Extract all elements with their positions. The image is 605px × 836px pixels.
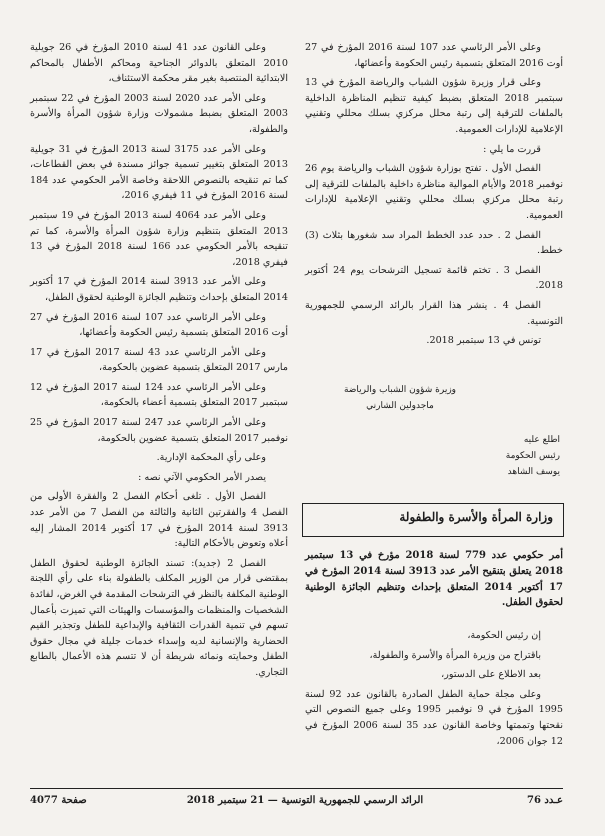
paragraph: بعد الاطلاع على الدستور، [441,669,541,681]
paragraph: الفصل 3 . تختم قائمة تسجيل الترشحات يوم 24 أكتوبر 2018. [305,264,563,292]
section-heading: وزارة المرأة والأسرة والطفولة [399,510,553,524]
minister-name: ماجدولين الشارني [366,401,434,411]
minister-signature [330,382,470,414]
right-column-text [305,40,563,353]
footer-journal-title: الرائد الرسمي للجمهورية التونسية — 21 سبتمبر 2018 [186,795,424,806]
paragraph: وعلى مجلة حماية الطفل الصادرة بالقانون عدد 92 لسنة 1995 المؤرخ في 9 نوفمبر 1995 وعلى جميع النصوص التي نقحتها وتممتها وخاصة القانون عدد 35 لسنة 2006 المؤرخ في 12 جوان 2006، [305,688,564,747]
footer-page-number: صفحة 4077 [30,795,87,806]
paragraph: وعلى رأي المحكمة الإدارية. [156,452,266,464]
footer-divider [30,788,563,789]
section-heading-box [302,503,564,537]
footer-issue-number: عـدد 76 [526,795,563,806]
paragraph: وعلى قرار وزيرة شؤون الشباب والرياضة المؤرخ في 13 سبتمبر 2018 المتعلق بضبط كيفية تنظيم المناظرة الداخلية بالملفات للترقية إلى رتبة محلل مركزي بسلك محللي وتقنيي الإعلامية للإدارات العمومية. [305,77,563,135]
paragraph: وعلى الأمر الرئاسي عدد 43 لسنة 2017 المؤرخ في 17 مارس 2017 المتعلق بتسمية عضوين بالحكومة، [30,346,288,374]
paragraph: باقتراح من وزيرة المرأة والأسرة والطفولة، [369,649,541,661]
paragraph: وعلى الأمر الرئاسي عدد 124 لسنة 2017 المؤرخ في 12 سبتمبر 2017 المتعلق بتسمية أعضاء بالحكومة، [30,381,288,409]
paragraph: الفصل 2 . حدد عدد الخطط المراد سد شغورها بثلاث (3) خطط. [305,229,563,257]
decree-intro [305,628,563,753]
paragraph: وعلى الأمر الرئاسي عدد 107 لسنة 2016 المؤرخ في 27 أوت 2016 المتعلق بتسمية رئيس الحكومة وأعضائها، [305,42,563,69]
paragraph: وعلى الأمر عدد 2020 لسنة 2003 المؤرخ في 22 سبتمبر 2003 المتعلق بضبط مشمولات وزارة شؤون المرأة والأسرة والطفولة، [30,92,288,135]
pm-signature [460,432,560,480]
pm-title: رئيس الحكومة [505,451,560,461]
paragraph: الفصل الأول . تلغى أحكام الفصل 2 والفقرة الأولى من الفصل 4 والفقرتين الثانية والثالثة من الفصل 7 من الأمر عدد 3913 لسنة 2014 المؤرخ في 17 أكتوبر 2014 المشار إليه أعلاه وتعوض بالأحكام التالية: [30,491,288,550]
paragraph: وعلى القانون عدد 41 لسنة 2010 المؤرخ في 26 جويلية 2010 المتعلق بالدوائر الجناحية ومحاكم الأطفال بالمحاكم الابتدائية المنتصبة بغير مقر محكمة الاستئناف، [30,42,288,85]
paragraph: وعلى الأمر عدد 3913 لسنة 2014 المؤرخ في 17 أكتوبر 2014 المتعلق بإحداث وتنظيم الجائزة الوطنية لحقوق الطفل، [30,276,288,303]
paragraph: إن رئيس الحكومة، [467,630,541,641]
paragraph: وعلى الأمر الرئاسي عدد 247 لسنة 2017 المؤرخ في 25 نوفمبر 2017 المتعلق بتسمية عضوين بالحكومة، [30,417,288,444]
paragraph: الفصل الأول . تفتح بوزارة شؤون الشباب والرياضة يوم 26 نوفمبر 2018 والأيام الموالية مناظرة داخلية بالملفات للترقية إلى رتبة محلل مركزي بسلك محللي وتقنيي الإعلامية للإدارات العمومية. [305,163,563,221]
decree-title: أمر حكومي عدد 779 لسنة 2018 مؤرخ في 13 سبتمبر 2018 يتعلق بتنقيح الأمر عدد 3913 لسنة 2014 المؤرخ في 17 أكتوبر 2014 المتعلق بإحداث وتنظيم الجائزة الوطنية لحقوق الطفل. [305,550,564,609]
paragraph: الفصل 2 (جديد): تسند الجائزة الوطنية لحقوق الطفل بمقتضى قرار من الوزير المكلف بالطفولة بناء على رأي اللجنة الوطنية المكلفة بالنظر في الترشحات المقدمة في الغرض، لفائدة الشخصيات والمنظمات والمؤسسات والهيئات التي تميزت بأعمال تسهم في تنمية القدرات الثقافية والإبداعية للطفل وتجذير القيم الحضارية والإنسانية لديه وإسداء خدمات جليلة في مجال حقوق الطفل وحمايته ونمائه شريطة أن لا تتسم هذه الأعمال بالطابع التجاري. [30,557,288,678]
paragraph: وعلى الأمر الرئاسي عدد 107 لسنة 2016 المؤرخ في 27 أوت 2016 المتعلق بتسمية رئيس الحكومة وأعضائها، [30,311,288,339]
paragraph: قررت ما يلي : [483,143,541,155]
paragraph: وعلى الأمر عدد 4064 لسنة 2013 المؤرخ في 19 سبتمبر 2013 المتعلق بتنظيم وزارة شؤون المرأة والأسرة، كما تم تنقيحه بالأمر الحكومي عدد 166 لسنة 2018 المؤرخ في 13 فيفري 2018، [30,209,288,268]
minister-title: وزيرة شؤون الشباب والرياضة [343,385,457,395]
paragraph: الفصل 4 . ينشر هذا القرار بالرائد الرسمي للجمهورية التونسية. [305,299,563,327]
paragraph: وعلى الأمر عدد 3175 لسنة 2013 المؤرخ في 31 جويلية 2013 المتعلق بتغيير تسمية جوائز مسندة في بعض القطاعات، كما تم تنقيحه بالنصوص اللاحقة وخاصة الأمر الحكومي عدد 184 لسنة 2016 المؤرخ في 11 فيفري 2016، [30,143,288,202]
pm-name: يوسف الشاهد [507,467,560,477]
left-column-text [30,40,288,685]
paragraph: تونس في 13 سبتمبر 2018. [426,335,541,347]
seen-label: اطلع عليه [523,435,560,445]
paragraph: يصدر الأمر الحكومي الآتي نصه : [138,471,266,483]
